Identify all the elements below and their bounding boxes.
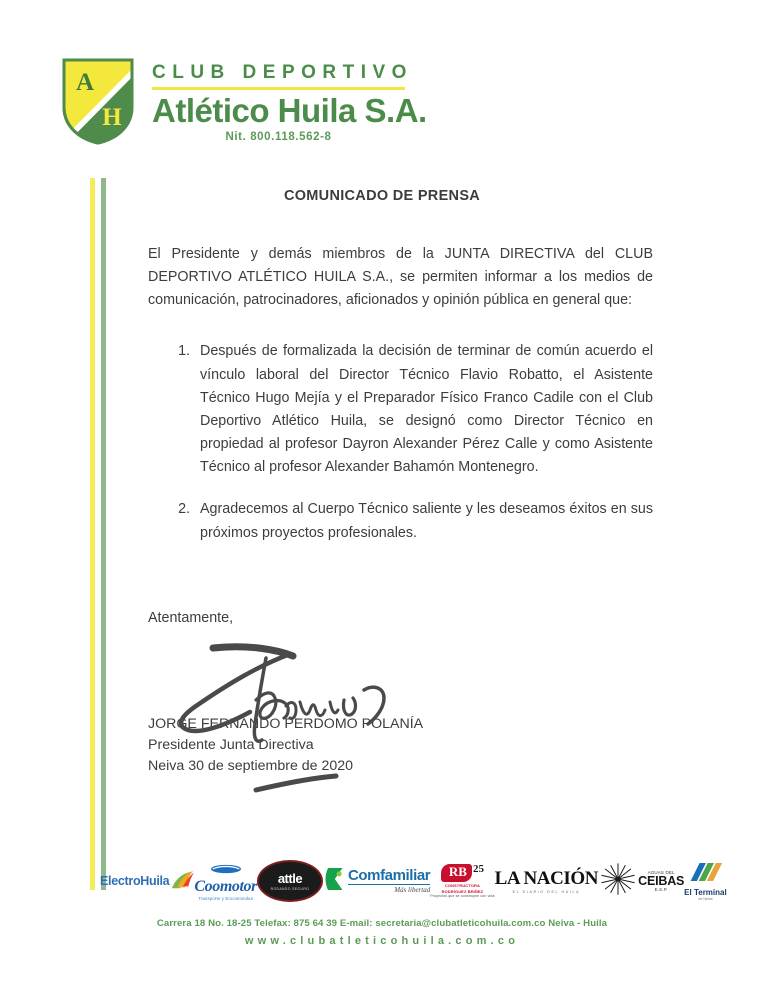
brand-nit: Nit. 800.118.562-8 bbox=[225, 131, 332, 144]
page-title: COMUNICADO DE PRENSA bbox=[283, 188, 481, 204]
lanacion-tagline: EL DIARIO DEL HUILA bbox=[512, 889, 581, 894]
list-item: Agradecemos al Cuerpo Técnico saliente y les deseamos éxitos en sus próximos proyectos profesionales. bbox=[200, 501, 653, 541]
footer-website: www.clubatleticohuila.com.co bbox=[244, 935, 520, 947]
sponsor-logo-lanacion bbox=[495, 859, 599, 903]
elterminal-arrow-icon bbox=[684, 861, 727, 888]
sponsor-name-electrohuila: ElectroHuila bbox=[100, 874, 170, 888]
rb-anniversary-number: 25 bbox=[472, 863, 484, 876]
sponsor-name-elterminal: El Terminal bbox=[684, 888, 727, 897]
club-shield-logo bbox=[58, 55, 138, 147]
brand-club-line: CLUB DEPORTIVO bbox=[152, 62, 413, 83]
sponsor-name-ceibas: CEIBAS bbox=[638, 873, 685, 888]
sponsor-logo-attle bbox=[257, 859, 323, 903]
signatory-position: Presidente Junta Directiva bbox=[148, 737, 314, 754]
decorative-stripe-yellow bbox=[90, 178, 95, 890]
footer-address: Carrera 18 No. 18-25 Telefax: 875 64 39 E-mail: secretaria@clubatleticohuila.com.co Neiva - Huila bbox=[156, 918, 608, 929]
rb-line2: RODRÍGUEZ BRIÑEZ bbox=[441, 888, 484, 894]
signature-place-date: Neiva 30 de septiembre de 2020 bbox=[148, 758, 354, 775]
comfamiliar-slogan: Más libertad bbox=[394, 886, 431, 895]
shield-letter-a: A bbox=[75, 69, 95, 96]
decorative-stripe-green bbox=[101, 178, 106, 890]
rb-line3: Proyectos que se construyen con vida bbox=[430, 893, 495, 898]
sponsor-logo-strip bbox=[100, 858, 727, 904]
sponsor-name-coomotor: Coomotor bbox=[194, 878, 257, 895]
list-item: Después de formalizada la decisión de terminar de común acuerdo el vínculo laboral del Director Técnico Flavio Robatto, el Asistente Técnico Hugo Mejía y el Preparador Físico Franco Cadile con el Club Deportivo Atlético Huila, se designó como Director Técnico en propiedad al profesor Dayron Alexander Pérez Calle y como Asistente Técnico al profesor Alexander Bahamón Montenegro. bbox=[200, 343, 653, 476]
rb-line1: CONSTRUCTORA bbox=[444, 882, 480, 888]
electrohuila-swoosh-icon bbox=[170, 869, 194, 894]
signatory-name: JORGE FERNANDO PERDOMO POLANÍA bbox=[148, 716, 424, 732]
shield-letter-h: H bbox=[102, 104, 122, 131]
attle-tagline: RODANDO SEGURO bbox=[270, 886, 310, 891]
sponsor-name-lanacion: LA NACIÓN bbox=[494, 867, 599, 889]
comfamiliar-mark-icon bbox=[323, 866, 345, 897]
document-body bbox=[148, 243, 653, 564]
signature-block bbox=[148, 610, 568, 777]
page-footer bbox=[0, 918, 764, 947]
sponsor-logo-electrohuila bbox=[100, 859, 194, 903]
sponsor-name-attle: attle bbox=[277, 870, 303, 886]
brand-club-name: Atlético Huila S.A. bbox=[152, 92, 427, 129]
brand-text-block bbox=[152, 55, 427, 143]
sponsor-logo-rb bbox=[430, 859, 494, 903]
sponsor-name-rb: RB bbox=[441, 864, 472, 881]
sponsor-logo-elterminal bbox=[684, 859, 727, 903]
ceibas-suffix: E.S.P. bbox=[654, 887, 668, 893]
sponsor-logo-comfamiliar bbox=[323, 859, 430, 903]
ceibas-prefix: AGUAS DEL bbox=[647, 869, 675, 875]
brand-divider-rule bbox=[152, 87, 405, 90]
sponsor-name-comfamiliar: Comfamiliar bbox=[347, 866, 431, 884]
sponsor-logo-ceibas bbox=[598, 859, 684, 903]
coomotor-tagline: Transporte y Encomiendas bbox=[198, 896, 253, 901]
coomotor-mark-icon bbox=[194, 861, 257, 879]
stray-ink-mark bbox=[252, 762, 372, 802]
letterhead bbox=[58, 55, 427, 147]
numbered-item-list bbox=[148, 340, 653, 544]
sponsor-logo-coomotor bbox=[194, 859, 257, 903]
elterminal-sub: de Neiva bbox=[698, 897, 713, 901]
ceibas-burst-icon bbox=[598, 861, 638, 902]
intro-paragraph: El Presidente y demás miembros de la JUNTA DIRECTIVA del CLUB DEPORTIVO ATLÉTICO HUILA S.A., se permiten informar a los medios de comunicación, patrocinadores, aficionados y opinión pública en general que: bbox=[148, 246, 653, 309]
closing-salutation: Atentamente, bbox=[148, 610, 234, 626]
